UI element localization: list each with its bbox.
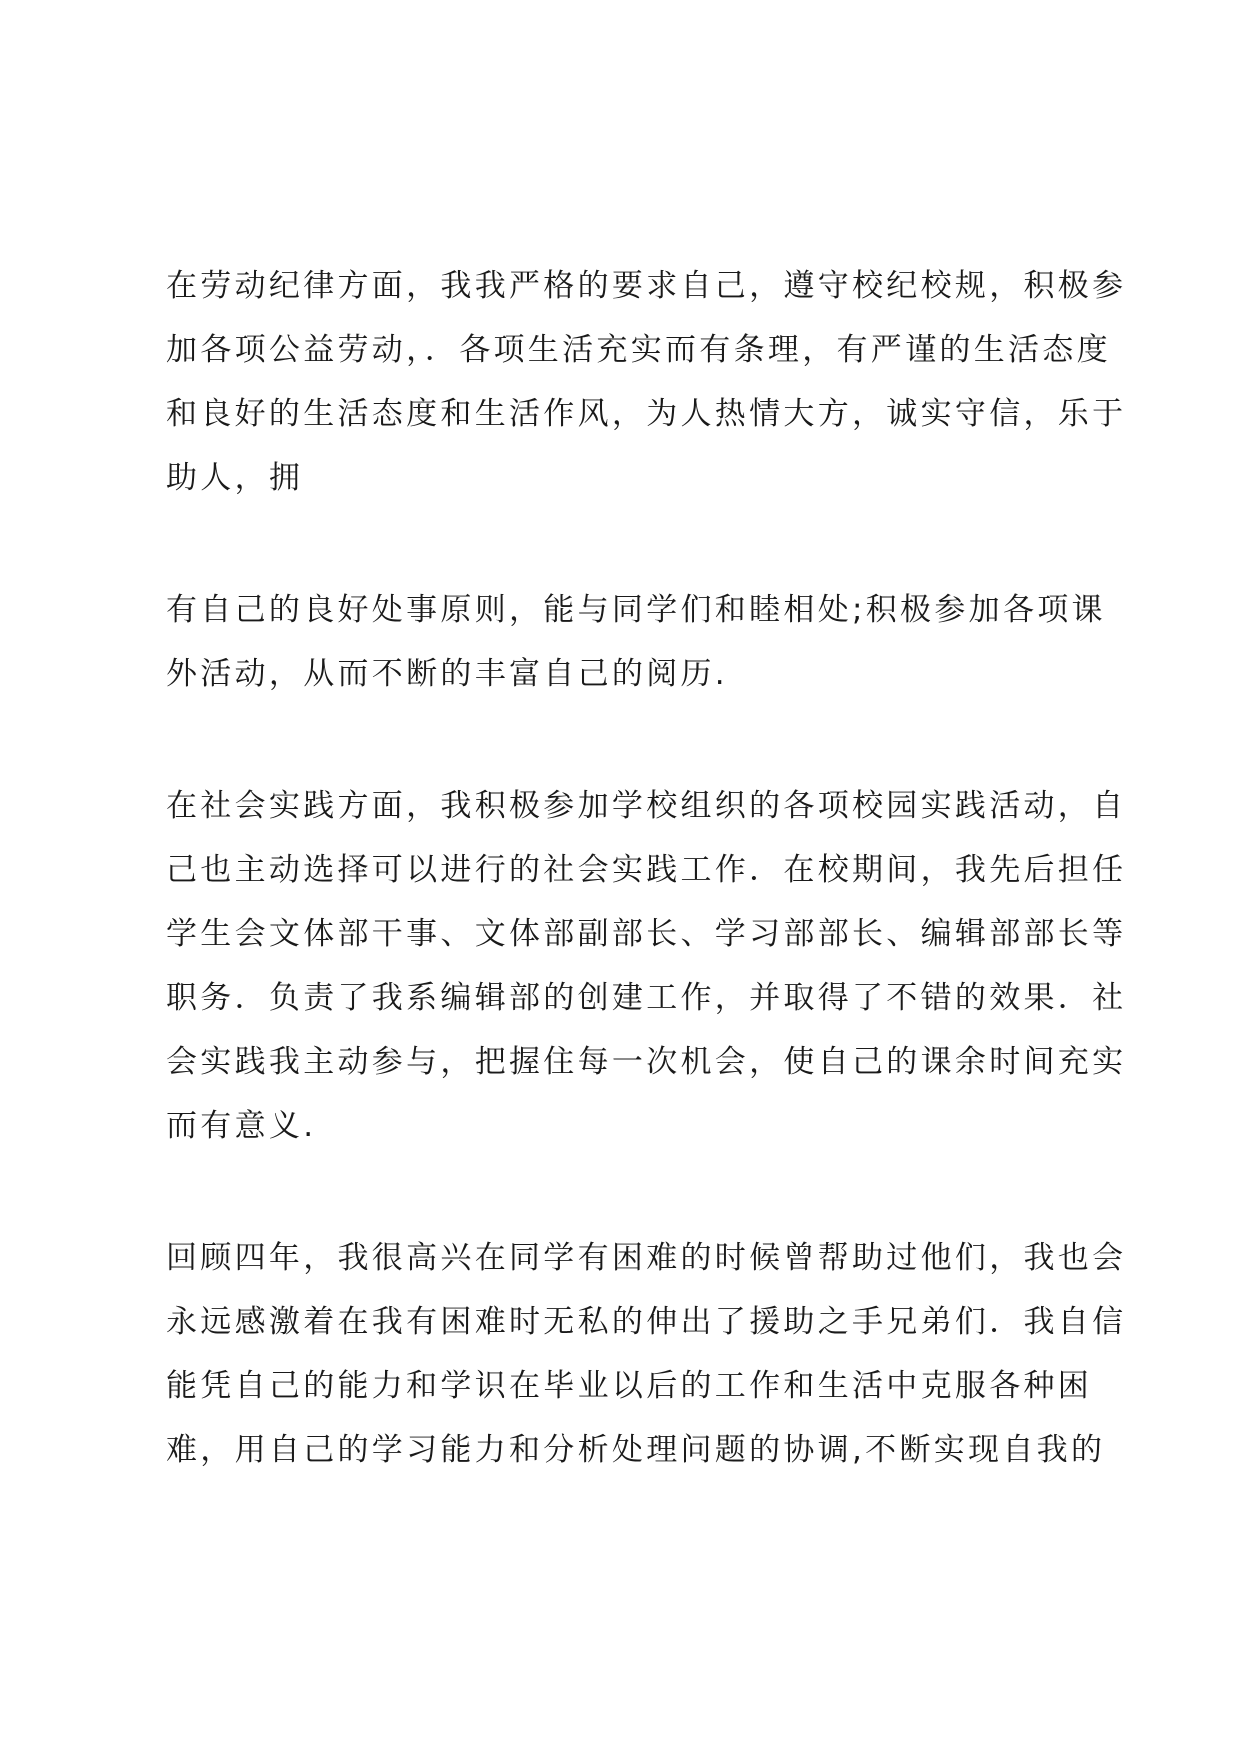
text-line: 难，用自己的学习能力和分析处理问题的协调,不断实现自我的 bbox=[166, 1432, 1106, 1468]
text-line: 有自己的良好处事原则，能与同学们和睦相处;积极参加各项课 bbox=[166, 592, 1106, 628]
paragraph-social-practice bbox=[166, 774, 1127, 1158]
text-line: 职务．负责了我系编辑部的创建工作，并取得了不错的效果．社 bbox=[166, 980, 1127, 1016]
text-line: 加各项公益劳动，．各项生活充实而有条理，有严谨的生活态度 bbox=[166, 332, 1111, 368]
paragraph-principles bbox=[166, 578, 1106, 706]
paragraph-labor-discipline bbox=[166, 254, 1127, 510]
text-line: 在劳动纪律方面，我我严格的要求自己，遵守校纪校规，积极参 bbox=[166, 268, 1127, 304]
text-line: 永远感激着在我有困难时无私的伸出了援助之手兄弟们．我自信 bbox=[166, 1304, 1127, 1340]
document-body bbox=[166, 254, 1127, 1550]
text-line: 助人，拥 bbox=[166, 460, 304, 496]
text-line: 和良好的生活态度和生活作风，为人热情大方，诚实守信，乐于 bbox=[166, 396, 1127, 432]
text-line: 学生会文体部干事、文体部副部长、学习部部长、编辑部部长等 bbox=[166, 916, 1127, 952]
text-line: 能凭自己的能力和学识在毕业以后的工作和生活中克服各种困 bbox=[166, 1368, 1093, 1404]
text-line: 己也主动选择可以进行的社会实践工作．在校期间，我先后担任 bbox=[166, 852, 1127, 888]
text-line: 外活动，从而不断的丰富自己的阅历. bbox=[166, 656, 728, 692]
text-line: 会实践我主动参与，把握住每一次机会，使自己的课余时间充实 bbox=[166, 1044, 1127, 1080]
text-line: 回顾四年，我很高兴在同学有困难的时候曾帮助过他们，我也会 bbox=[166, 1240, 1127, 1276]
paragraph-review bbox=[166, 1226, 1127, 1482]
text-line: 在社会实践方面，我积极参加学校组织的各项校园实践活动，自 bbox=[166, 788, 1127, 824]
text-line: 而有意义. bbox=[166, 1108, 317, 1144]
